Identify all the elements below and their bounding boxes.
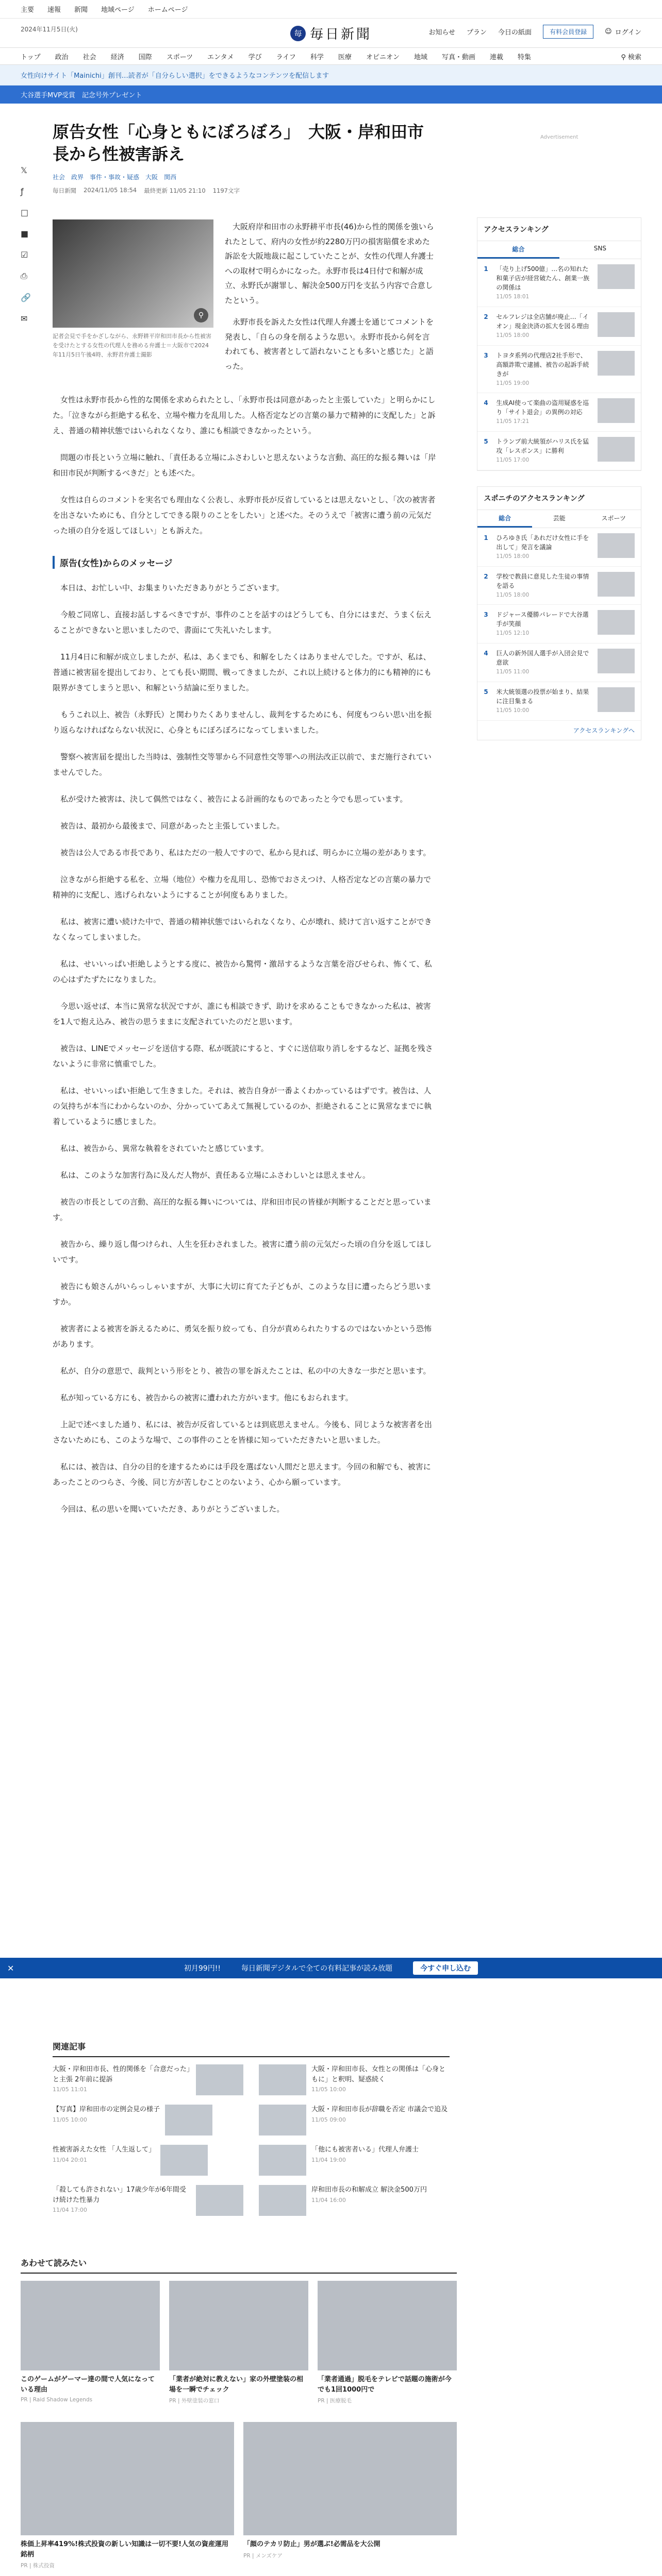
rank-text-wrap	[496, 437, 592, 465]
rank-thumbnail	[598, 610, 635, 635]
recommend-row	[21, 2281, 457, 2404]
recommend-source: PR | 外壁塗装の窓口	[169, 2398, 220, 2404]
rank-number: 5	[484, 438, 488, 445]
related-thumbnail	[259, 2105, 306, 2136]
rank-thumbnail	[598, 398, 635, 423]
hatena-share-icon[interactable]: ■	[21, 229, 29, 239]
ranking-item[interactable]	[477, 567, 641, 605]
recommend-text: 「業者が絶対に教えない」家の外壁塗装の相場を一瞬でチェック	[169, 2376, 304, 2394]
category-item[interactable]: エンタメ	[207, 53, 234, 61]
top-nav-item[interactable]: ホームページ	[147, 6, 188, 14]
rank-time: 11/05 19:00	[496, 380, 529, 386]
related-time: 11/04 17:00	[53, 2207, 87, 2213]
promo-banner-secondary[interactable]: 大谷選手MVP受賞 記念号外プレゼント	[0, 86, 662, 104]
login-button[interactable]	[605, 27, 641, 37]
rank-text-wrap	[496, 649, 592, 676]
paragraph: 女性は自らのコメントを実名でも理由なく公表し、永野市長が反省しているとは思えないとし、「次の被害者を出さないためにも、自分としてできる限りのことをしたい」と述べた。そのうえで「被害に遭う前の元気だった頃の自分を返してほしい」とも訴えた。	[53, 495, 436, 536]
recommend-text: 「顔のテカリ防止」男が選ぶ!必需品を大公開	[243, 2540, 380, 2548]
subscribe-banner	[0, 1958, 662, 1978]
ranking-item[interactable]	[477, 346, 641, 394]
recommend-title: あわせて読みたい	[21, 2257, 457, 2274]
banner-text: 毎日新聞デジタルで全ての有料記事が読み放題	[241, 1964, 393, 1973]
recommend-card[interactable]	[318, 2281, 457, 2404]
ranking-more-link[interactable]: アクセスランキングへ	[573, 726, 635, 734]
recommend-card[interactable]	[243, 2422, 457, 2569]
related-item[interactable]	[53, 2064, 243, 2095]
rank-text: 巨人の新外国人選手が入団会見で意欲	[496, 650, 589, 666]
ranking-item[interactable]	[477, 643, 641, 682]
related-time: 11/05 11:01	[53, 2086, 87, 2093]
category-item[interactable]: 学び	[248, 53, 262, 61]
article-main	[53, 104, 436, 1528]
ranking-item[interactable]	[477, 432, 641, 470]
related-time: 11/04 16:00	[311, 2196, 346, 2204]
right-rail	[477, 104, 641, 1528]
related-thumbnail	[259, 2185, 306, 2216]
rank-text: 生成AI使って楽曲の盗用疑惑を巡り「サイト退会」の異例の対応	[496, 399, 589, 416]
paragraph: 女性は永野市長から性的な関係を求められたとし、「永野市長は同意があったと主張していた」と明らかにした。「泣きながら拒絶する私を、立場や権力を乱用した。人格否定などの言葉の暴力で精神的に支配した」と訴え、普通の精神状態ではいられなくなり、誰にも相談できなかったという。	[53, 395, 436, 436]
line-share-icon[interactable]: □	[21, 208, 29, 217]
tab-sports[interactable]: スポーツ	[601, 514, 626, 522]
top-nav-item[interactable]: 速報	[47, 6, 61, 14]
related-thumbnail	[196, 2064, 243, 2095]
related-text: 大阪・岸和田市長が辞職を否定 市議会で追及	[311, 2106, 448, 2113]
article-tags	[53, 173, 436, 181]
recommend-source: PR | 医療脱毛	[318, 2398, 352, 2404]
rank-thumbnail	[598, 687, 635, 712]
meta-published: 2024/11/05 18:54	[84, 187, 137, 194]
rank-text: 「売り上げ500億」…名の知れた和菓子店が経営破たん、創業一族の関係は	[496, 265, 590, 291]
recommend-source: PR | メンズケア	[243, 2552, 283, 2559]
paragraph: 今般ご同席し、直接お話しするべきですが、事件のことを話すのはどうしても、自分にはまだ、うまく伝えることができないと思いましたので、書面にて失礼いたします。	[53, 610, 432, 635]
rank-number: 2	[484, 572, 488, 580]
share-rail	[21, 165, 31, 324]
related-text-wrap	[53, 2105, 160, 2136]
rank-time: 11/05 12:10	[496, 630, 529, 637]
paragraph: 私は、せいいっぱい拒絶しようとする度に、被告から驚愕・激昂するような言葉を浴びせられ、怖くて、私の心はずたずたになりました。	[53, 959, 432, 985]
rank-thumbnail	[598, 312, 635, 337]
paragraph: 上記で述べました通り、私には、被告が反省しているとは到底思えません。今後も、同じような被害者を出さないためにも、このような場で、この事件のことを皆様に知っていただきたいと思いました。	[53, 1420, 432, 1445]
rank-text: ひろゆき氏「あれだけ女性に手を出して」発言を議論	[496, 534, 589, 551]
article-lead	[53, 219, 436, 381]
ranking-item[interactable]	[477, 605, 641, 643]
related-time: 11/04 19:00	[311, 2156, 346, 2163]
category-item[interactable]: 社会	[82, 53, 96, 61]
header-link[interactable]: プラン	[467, 29, 487, 37]
rank-thumbnail	[598, 533, 635, 558]
rank-text-wrap	[496, 264, 592, 301]
category-nav	[0, 47, 662, 65]
recommend-image	[243, 2422, 457, 2535]
rank-time: 11/05 17:00	[496, 457, 529, 463]
ranking-item[interactable]	[477, 307, 641, 346]
lead-text	[225, 219, 436, 381]
header-right	[428, 25, 641, 39]
paragraph: 本日は、お忙しい中、お集まりいただきありがとうございます。	[53, 583, 284, 593]
related-text: 「他にも被害者いる」代理人弁護士	[311, 2146, 419, 2154]
rank-text-wrap	[496, 533, 592, 561]
paragraph: 被告にも娘さんがいらっしゃいますが、大事に大切に育てた子どもが、このような目に遭ったらどう思いますか。	[53, 1282, 432, 1307]
recommend-image	[21, 2281, 160, 2370]
related-text-wrap	[311, 2105, 448, 2136]
related-thumbnail	[259, 2064, 306, 2095]
ranking-item[interactable]	[477, 393, 641, 432]
rank-thumbnail	[598, 264, 635, 289]
paragraph: もうこれ以上、被告（永野氏）と関わりたくありませんし、裁判をするためにも、何度もつらい思い出を振り返らなければならない状況に、心身ともにぼろぼろになってしまいました。	[53, 710, 432, 735]
recommend-source: PR | Raid Shadow Legends	[21, 2397, 93, 2403]
banner-price: 初月99円!!	[184, 1964, 221, 1973]
rank-text-wrap	[496, 398, 592, 426]
rank-text-wrap	[496, 687, 592, 715]
rank-text: 学校で教員に意見した生徒の事情を語る	[496, 572, 589, 589]
top-nav	[21, 4, 188, 14]
rank-thumbnail	[598, 351, 635, 376]
section-heading: 原告(女性)からのメッセージ	[53, 556, 436, 569]
paragraph: 私が受けた被害は、決して偶然ではなく、被告による計画的なものであったと今でも思っています。	[53, 794, 408, 804]
category-item[interactable]: 医療	[338, 53, 352, 61]
related-item[interactable]	[259, 2105, 450, 2136]
recommend-text: 「業者通過」脱毛をテレビで話題の施術が今でも1回1000円で	[318, 2376, 452, 2394]
paragraph: 私は、せいいっぱい拒絶して生きました。それは、被告自身が一番よくわかっているはずです。被告は、人の気持ちが本当にわからないのか、分かっていてあえて無視しているのか、拒絶されることに異常なまでに執着しているように感じました。	[53, 1086, 432, 1127]
article-body	[53, 392, 436, 1517]
paragraph: 被害者による被害を訴えるために、勇気を振り絞っても、自分が責められたりするのではないかという恐怖があります。	[53, 1324, 432, 1349]
rank-thumbnail	[598, 649, 635, 673]
related-item[interactable]	[259, 2064, 450, 2095]
recommend-card[interactable]	[21, 2281, 160, 2404]
rank-number: 4	[484, 399, 488, 407]
tag-link[interactable]: 政界	[71, 174, 84, 181]
access-ranking	[477, 217, 641, 471]
related-text: 大阪・岸和田市長、女性との関係は「心身ともに」と釈明、疑惑続く	[311, 2065, 446, 2083]
related-text: 岸和田市長の和解成立 解決金500万円	[311, 2186, 427, 2194]
category-item[interactable]: スポーツ	[166, 53, 193, 61]
paragraph: 永野市長を訴えた女性は代理人弁護士を通じてコメントを発表し、「自らの身を削るような思い。永野市長から何を言われても、被害者として語れないことも多いと感じた」と語った。	[225, 317, 434, 371]
header-date: 2024年11月5日(火)	[21, 26, 78, 33]
ranking-tabs	[477, 241, 641, 259]
related-item[interactable]	[259, 2145, 450, 2176]
related-item[interactable]	[259, 2185, 450, 2216]
rank-text: トヨタ系列の代理店2社手形で、高額詐欺で逮捕、被告の起訴手続きが	[496, 351, 589, 378]
meta-source: 毎日新聞	[53, 187, 76, 195]
related-text-wrap	[311, 2145, 419, 2176]
category-item[interactable]: ライフ	[276, 53, 296, 61]
print-icon[interactable]: ⎙	[21, 271, 27, 281]
top-nav-item[interactable]: 新聞	[74, 6, 88, 14]
ranking-item[interactable]	[477, 528, 641, 567]
tag-link[interactable]: 事件・事故・疑惑	[90, 174, 140, 181]
search-label: 検索	[627, 53, 641, 61]
related-text-wrap	[53, 2064, 191, 2095]
bookmark-icon[interactable]: ☑	[21, 250, 28, 260]
related-section	[53, 2040, 450, 2216]
rank-number: 1	[484, 534, 488, 541]
paragraph: 今思い返せば、本当に異常な状況ですが、誰にも相談できず、助けを求めることもできなかった私は、被害を1人で抱え込み、被告の思うままに支配されていたのだと思います。	[53, 1002, 431, 1027]
related-text: 【写真】岸和田市の定例会見の様子	[53, 2106, 160, 2113]
paragraph: 警察へ被害届を提出した当時は、強制性交等罪から不同意性交等罪への刑法改正以前で、まだ施行されていませんでした。	[53, 752, 432, 777]
paragraph: 問題の市長という立場に触れ、「責任ある立場にふさわしいと思えないような言動、高圧的な振る舞いは「岸和田市民が判断するべきだ」とも述べた。	[53, 453, 436, 478]
related-text-wrap	[53, 2145, 155, 2176]
rank-text: トランプ前大統領がハリス氏を猛攻「レスポンス」に勝利	[496, 438, 589, 454]
rank-text: セルフレジは全店舗が廃止…「イオン」現金決済の拡大を図る理由	[496, 313, 589, 330]
tab-overall[interactable]: 総合	[477, 510, 532, 528]
header-link[interactable]: お知らせ	[428, 29, 456, 37]
related-time: 11/05 10:00	[53, 2116, 87, 2123]
x-share-icon[interactable]: 𝕏	[21, 165, 27, 175]
sponichi-ranking	[477, 486, 641, 740]
promo-banner[interactable]: 女性向けサイト「Mainichi」創刊…読者が「自分らしい選択」をできるようなコンテンツを配信します	[0, 65, 662, 86]
related-time: 11/04 20:01	[53, 2156, 87, 2163]
ranking-title: スポニチのアクセスランキング	[477, 487, 641, 510]
photo-block	[53, 219, 213, 381]
facebook-share-icon[interactable]: ƒ	[21, 187, 24, 196]
related-text-wrap	[311, 2185, 427, 2216]
paragraph: 今回は、私の思いを聞いていただき、ありがとうございました。	[53, 1504, 285, 1514]
ranking-item[interactable]	[477, 682, 641, 721]
recommend-image	[169, 2281, 308, 2370]
related-text-wrap	[311, 2064, 450, 2095]
mail-icon[interactable]: ✉	[21, 314, 28, 324]
related-text: 大阪・岸和田市長、性的関係を「合意だった」と主張 2年前に提訴	[53, 2065, 190, 2083]
recommend-image	[21, 2422, 234, 2535]
rank-text-wrap	[496, 572, 592, 600]
page-body	[0, 104, 662, 1528]
logo-mark: 毎	[290, 26, 306, 41]
recommend-text: 株価上昇率419%!株式投資の新しい知識は一切不要!人気の資産運用銘柄	[21, 2540, 229, 2558]
search-icon: ⚲	[621, 53, 626, 61]
ranking-item[interactable]	[477, 259, 641, 307]
recommend-row	[21, 2422, 457, 2569]
article-title: 原告女性「心身ともにぼろぼろ」 大阪・岸和田市長から性被害訴え	[53, 123, 424, 164]
paragraph: 私が、自分の意思で、裁判という形をとり、被告の罪を訴えたことは、私の中の大きな一歩だと思います。	[53, 1366, 431, 1376]
recommend-section	[21, 2257, 457, 2576]
tag-link[interactable]: 関西	[164, 174, 177, 181]
rank-time: 11/05 18:00	[496, 332, 529, 338]
category-item[interactable]: 科学	[310, 53, 324, 61]
article-photo[interactable]	[53, 219, 213, 328]
related-time: 11/05 09:00	[311, 2116, 346, 2123]
paragraph: 被告は、最初から最後まで、同意があったと主張していました。	[53, 821, 285, 831]
rank-text-wrap	[496, 351, 592, 388]
tag-link[interactable]: 社会	[53, 174, 65, 181]
paragraph: 大阪府岸和田市の永野耕平市長(46)から性的関係を強いられたとして、府内の女性が約2280万円の損害賠償を求めた訴訟を大阪地裁に起こしていたことが、女性の代理人弁護士への取材で明らかになった。永野市長は4日付で和解が成立、永野氏が謝罪し、解決金500万円を支払う内容で合意したという。	[225, 222, 434, 305]
related-item[interactable]	[53, 2185, 243, 2216]
rank-number: 3	[484, 351, 488, 359]
rank-text: 米大統領選の投票が始まり、結果に注目集まる	[496, 688, 589, 705]
paragraph: 私は、このような加害行為に及んだ人物が、責任ある立場にふさわしいとは思えません。	[53, 1171, 370, 1180]
recommend-card[interactable]	[21, 2422, 234, 2569]
top-nav-item[interactable]: 主要	[21, 6, 35, 14]
site-logo[interactable]	[290, 24, 372, 43]
rank-time: 11/05 10:00	[496, 707, 529, 714]
related-text-wrap	[53, 2185, 191, 2216]
rank-number: 2	[484, 313, 488, 320]
category-item[interactable]: 政治	[55, 53, 69, 61]
paragraph: 被告から、繰り返し傷つけられ、人生を狂わされました。被害に遭う前の元気だった頃の自分を返してほしいです。	[53, 1240, 432, 1265]
related-thumbnail	[160, 2145, 208, 2176]
ad-label: Advertisement	[540, 134, 578, 140]
paragraph: 被告は公人である市長であり、私はただの一般人ですので、私から見れば、明らかに立場の差があります。	[53, 848, 431, 858]
related-text: 性被害訴えた女性 「人生返して」	[53, 2146, 156, 2154]
category-item[interactable]: 国際	[138, 53, 152, 61]
rank-time: 11/05 17:21	[496, 418, 529, 425]
search-button[interactable]	[621, 52, 641, 61]
ranking-title: アクセスランキング	[477, 218, 641, 241]
paragraph: 被告は、LINEでメッセージを送信する際、私が既読にすると、すぐに送信取り消しをするなど、証拠を残さないように非常に慎重でした。	[53, 1044, 433, 1069]
subscribe-button[interactable]: 今すぐ申し込む	[413, 1961, 478, 1975]
recommend-card[interactable]	[169, 2281, 308, 2404]
category-item[interactable]: 地域	[413, 53, 427, 61]
ranking-tabs	[477, 510, 641, 528]
category-item[interactable]: 特集	[518, 53, 532, 61]
related-thumbnail	[196, 2185, 243, 2216]
top-bar	[0, 0, 662, 19]
login-label: ログイン	[615, 29, 641, 37]
masthead	[0, 19, 662, 47]
rank-thumbnail	[598, 437, 635, 462]
article-meta	[53, 187, 436, 195]
close-icon[interactable]: ✕	[7, 1963, 14, 1973]
category-item[interactable]: 経済	[110, 53, 124, 61]
link-icon[interactable]: 🔗	[21, 293, 31, 302]
paragraph: 被告の市長としての言動、高圧的な振る舞いについては、岸和田市民の皆様が判断することだと思っています。	[53, 1197, 432, 1223]
photo-caption: 記者会見で手をかざしながら、永野耕平岸和田市長から性被害を受けたとする女性の代理人を務める弁護士＝大阪市で2024年11月5日午後4時、永野君弁護士撮影	[53, 333, 211, 358]
related-item[interactable]	[53, 2105, 243, 2136]
rank-number: 4	[484, 650, 488, 657]
category-item[interactable]: オピニオン	[366, 53, 400, 61]
logo-text: 毎日新聞	[309, 27, 372, 42]
related-thumbnail	[259, 2145, 306, 2176]
related-title: 関連記事	[53, 2040, 450, 2057]
paragraph: 私は、被告から、異常な執着をされていたと感じています。	[53, 1144, 269, 1154]
rank-time: 11/05 11:00	[496, 669, 529, 675]
rank-number: 5	[484, 688, 488, 696]
related-grid	[53, 2064, 450, 2216]
related-time: 11/05 10:00	[311, 2086, 346, 2093]
recommend-source: PR | 株式投資	[21, 2563, 55, 2569]
tab-entertainment[interactable]: 芸能	[553, 514, 566, 522]
category-item[interactable]: トップ	[21, 53, 41, 61]
rank-number: 1	[484, 265, 488, 273]
tab-overall[interactable]: 総合	[477, 241, 559, 259]
category-item[interactable]: 写真・動画	[441, 53, 475, 61]
related-item[interactable]	[53, 2145, 243, 2176]
tab-sns[interactable]: SNS	[593, 245, 606, 252]
related-text: 「殺しても許されない」17歳少年が6年間受け続けた性暴力	[53, 2186, 186, 2204]
paragraph: 11月4日に和解が成立しましたが、私は、あくまでも、和解をしたくはありませんでした。ですが、私は、普通に被害届を提出しており、とても長い期間、戦ってきましたが、これ以上続けると体力的にも精神的にも限界がきてしまうと思い、和解という結論に至りました。	[53, 652, 432, 693]
rank-thumbnail	[598, 572, 635, 597]
header-link[interactable]: 今日の紙面	[498, 29, 532, 37]
rank-text-wrap	[496, 312, 592, 340]
register-button[interactable]: 有料会員登録	[543, 25, 593, 39]
tag-link[interactable]: 大阪	[145, 174, 158, 181]
rank-text-wrap	[496, 610, 592, 638]
top-nav-item[interactable]: 地域ページ	[101, 6, 135, 14]
zoom-icon[interactable]: ⚲	[194, 308, 208, 323]
rank-number: 3	[484, 611, 488, 619]
recommend-text: このゲームがゲーマー達の間で人気になっている理由	[21, 2376, 155, 2394]
rank-text: ドジャース優勝パレードで大谷選手が笑顔	[496, 611, 589, 628]
related-thumbnail	[165, 2105, 212, 2136]
meta-length: 1197文字	[212, 187, 240, 195]
rank-time: 11/05 18:01	[496, 294, 529, 300]
paragraph: 私には、被告は、自分の目的を達するためには手段を選ばない人間だと思えます。今回の和解でも、被害にあったことのつらさ、今後、同じ方が苦しむことのないよう、心から願っています。	[53, 1462, 431, 1487]
category-item[interactable]: 連載	[489, 53, 503, 61]
user-icon: ☺	[605, 28, 612, 36]
paragraph: 私は、被害に遭い続けた中で、普通の精神状態ではいられなくなり、心が壊れ、続けて言い返すことができなくなってしまいました。	[53, 917, 432, 942]
rank-time: 11/05 18:00	[496, 553, 529, 560]
recommend-image	[318, 2281, 457, 2370]
paragraph: 私が知っている方にも、被告からの被害に遭われた方がいます。他にもおられます。	[53, 1393, 353, 1403]
rank-time: 11/05 18:00	[496, 591, 529, 598]
meta-updated: 最終更新 11/05 21:10	[144, 187, 206, 195]
paragraph: 泣きながら拒絶する私を、立場（地位）や権力を乱用し、恐怖でおさえつけ、人格否定などの言葉の暴力で精神的に支配し、逃げられないようにすることが何度もありました。	[53, 875, 432, 900]
